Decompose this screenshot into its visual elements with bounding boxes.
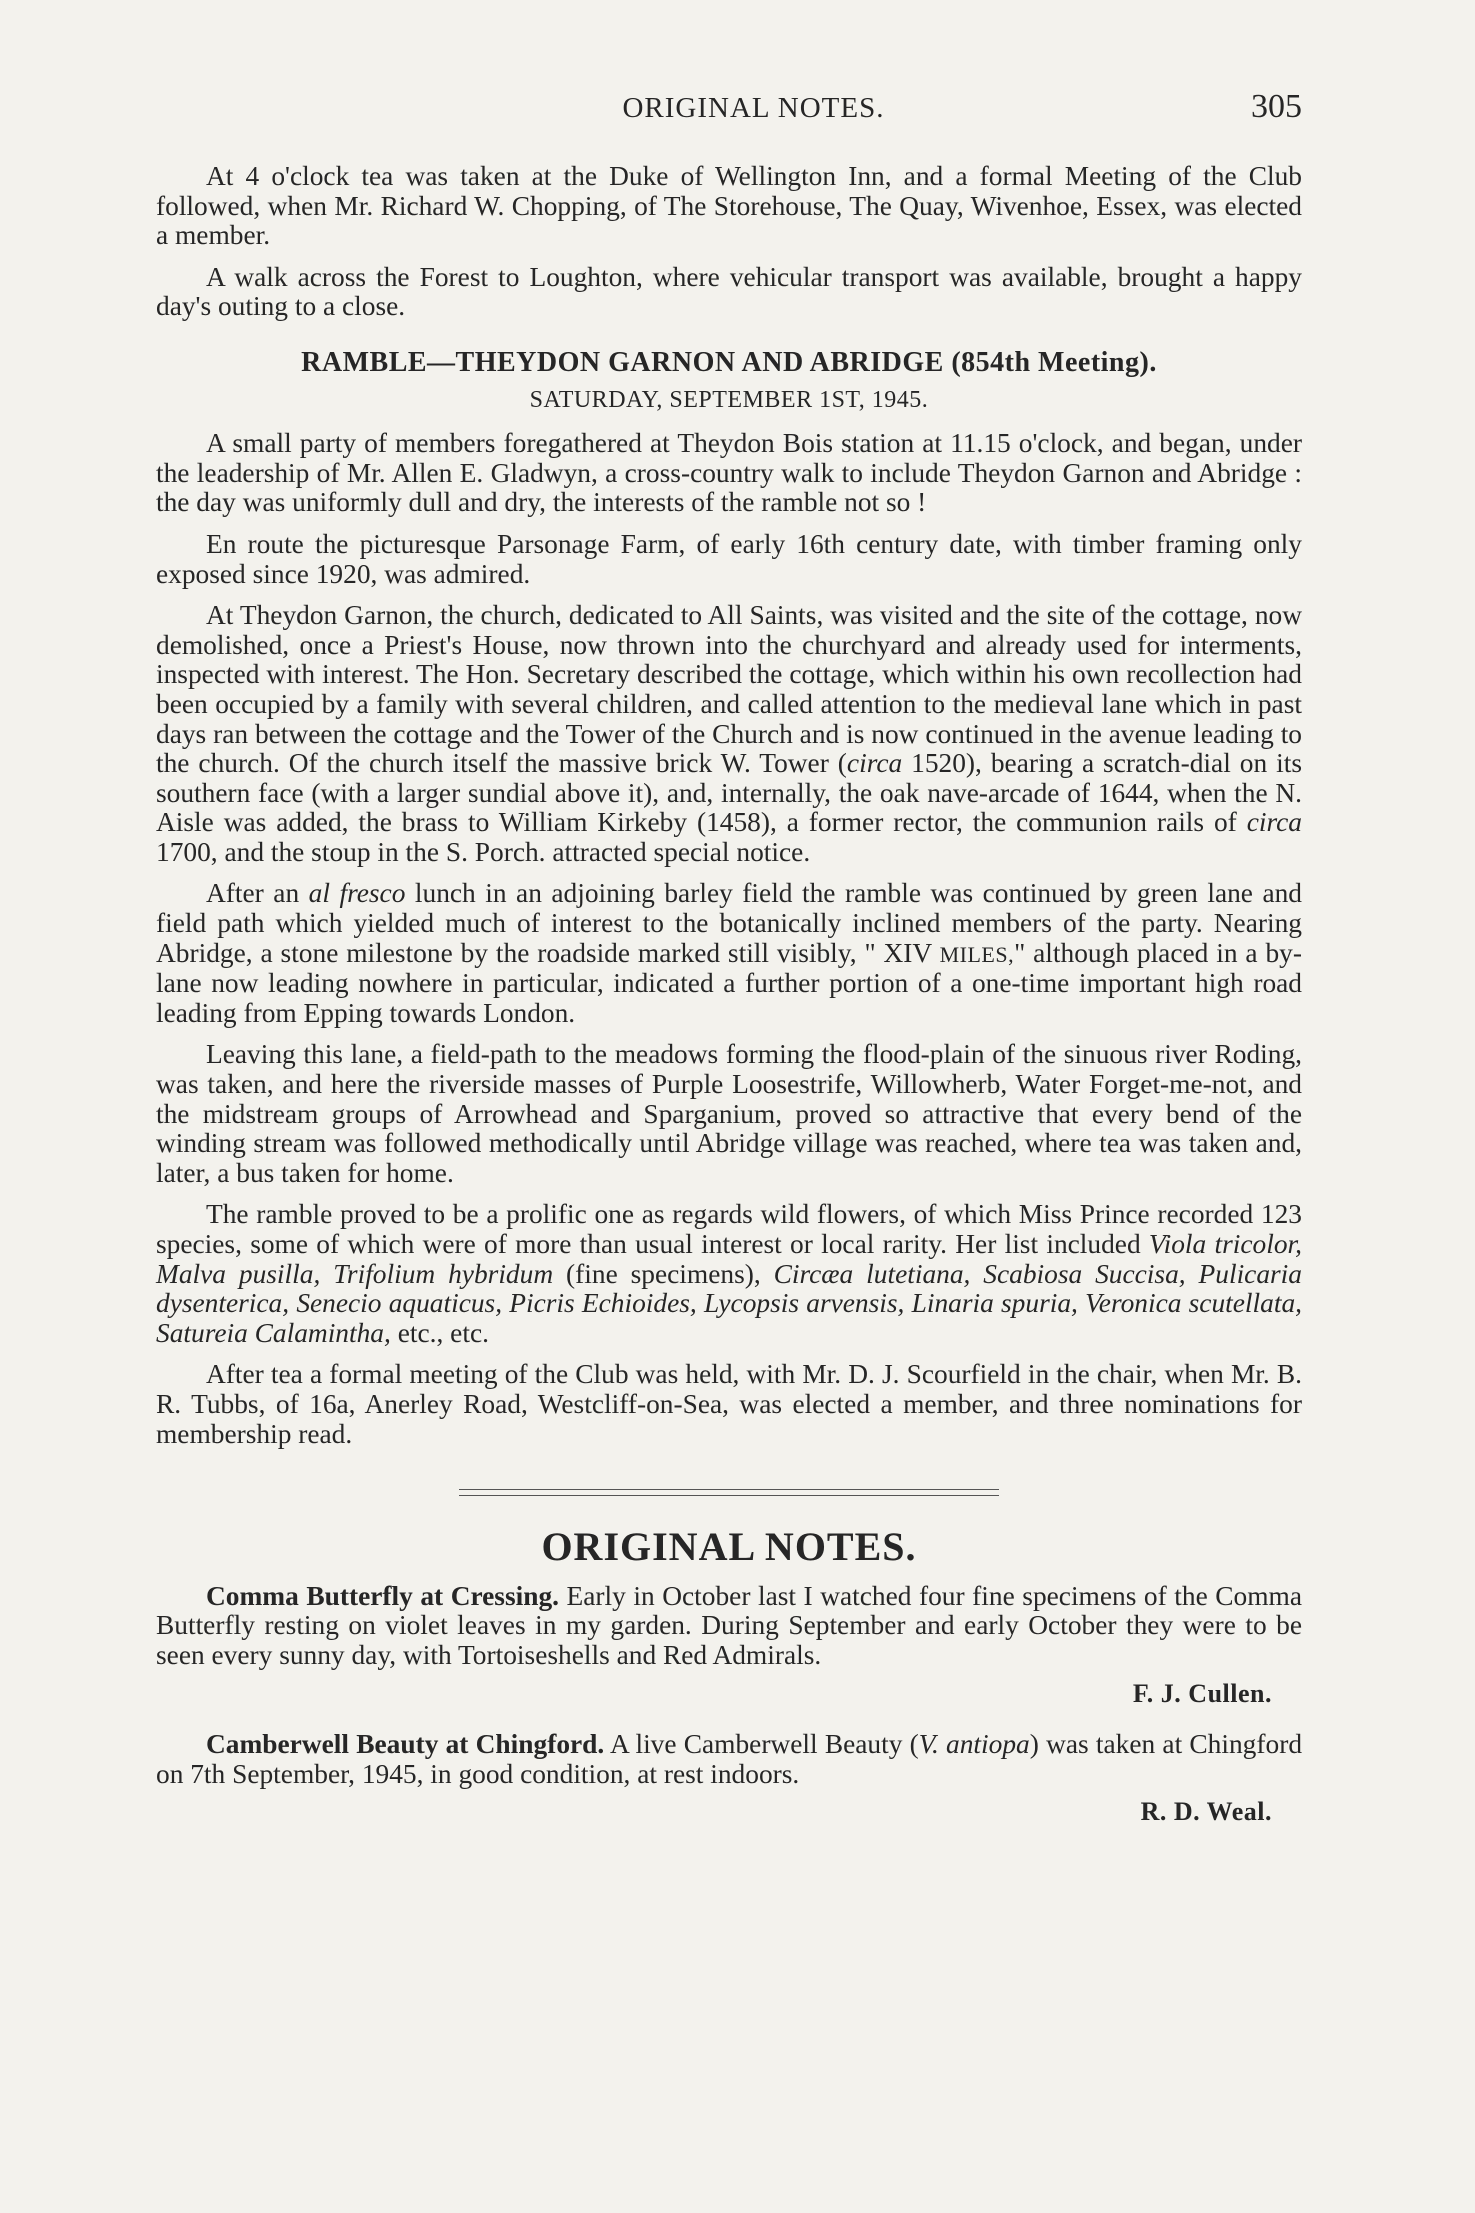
- italic-circa: circa: [846, 748, 903, 779]
- note-signature: R. D. Weal.: [1140, 1797, 1272, 1827]
- note-heading: Camberwell Beauty at Chingford.: [206, 1729, 605, 1760]
- ramble-date: SATURDAY, SEPTEMBER 1ST, 1945.: [529, 386, 929, 413]
- ramble-paragraph-6: [156, 1200, 1302, 1348]
- small-caps-miles: MILES,: [939, 941, 1015, 967]
- intro-paragraph-2: A walk across the Forest to Loughton, where vehicular transport was available, brought a happy day's outing to a close.: [156, 261, 1302, 322]
- ramble-paragraph-7: After tea a formal meeting of the Club was held, with Mr. D. J. Scourfield in the chair, when Mr. B. R. Tubbs, of 16a, Anerley Road, Westcliff-on-Sea, was elected a member, and three nominations for membership read.: [156, 1359, 1302, 1449]
- note-heading: Comma Butterfly at Cressing.: [206, 1580, 560, 1611]
- section-divider: [459, 1489, 999, 1496]
- note-camberwell-beauty: [156, 1730, 1302, 1789]
- page-header: [205, 88, 1302, 132]
- intro-paragraph-1: At 4 o'clock tea was taken at the Duke of Wellington Inn, and a formal Meeting of the Club followed, when Mr. Richard W. Chopping, of The Storehouse, The Quay, Wivenhoe, Essex, was elected a member.: [156, 161, 1302, 251]
- notes-title: ORIGINAL NOTES.: [541, 1524, 917, 1570]
- ramble-paragraph-3: [156, 601, 1302, 867]
- note-text: Early in October last I watched four fine specimens of the Comma Butterfly resting on violet leaves in my garden. During September and early October they were to be seen every sunny day, with Tortoiseshells and Red Admirals.: [156, 1580, 1302, 1670]
- text-run: etc., etc.: [390, 1317, 489, 1348]
- note-text: A live Camberwell Beauty (: [604, 1729, 919, 1760]
- ramble-paragraph-2: En route the picturesque Parsonage Farm, of early 16th century date, with timber framing only exposed since 1920, was admired.: [156, 528, 1302, 589]
- note-text: ) was taken at Chingford on 7th September, 1945, in good condition, at rest indoors.: [156, 1729, 1303, 1789]
- ramble-paragraph-4: [156, 879, 1302, 1028]
- italic-circa: circa: [1246, 807, 1302, 838]
- italic-species: V. antiopa: [918, 1729, 1030, 1760]
- text-run: After an: [206, 878, 309, 909]
- italic-al-fresco: al fresco: [308, 878, 406, 909]
- page-body: [156, 162, 1302, 1849]
- ramble-paragraph-1: A small party of members foregathered at Theydon Bois station at 11.15 o'clock, and began, under the leadership of Mr. Allen E. Gladwyn, a cross-country walk to include Theydon Garnon and Abridge : the day was uniformly dull and dry, the interests of the ramble not so !: [156, 428, 1302, 518]
- text-run: The ramble proved to be a prolific one as regards wild flowers, of which Miss Prince recorded 123 species, some of which were of more than usual interest or local rarity. Her list included: [156, 1199, 1302, 1259]
- running-head: ORIGINAL NOTES.: [622, 92, 885, 124]
- note-signature: F. J. Cullen.: [1132, 1678, 1272, 1708]
- text-run: At Theydon Garnon, the church, dedicated to All Saints, was visited and the site of the cottage, now demolished, once a Priest's House, now thrown into the churchyard and already used for interments, inspected with interest. The Hon. Secretary described the cottage, which within his own recollection had been occupied by a family with several children, and called attention to the medieval lane which in past days ran between the cottage and the Tower of the Church and is now continued in the avenue leading to the church. Of the church itself the massive brick W. Tower (: [156, 600, 1302, 779]
- text-run: " although placed in a by-lane now leading nowhere in particular, indicated a further portion of a one-time important high road leading from Epping towards London.: [156, 937, 1302, 1028]
- text-run: 1700, and the stoup in the S. Porch. attracted special notice.: [156, 836, 811, 867]
- text-run: (fine specimens),: [553, 1258, 774, 1289]
- ramble-paragraph-5: Leaving this lane, a field-path to the meadows forming the flood-plain of the sinuous river Roding, was taken, and here the riverside masses of Purple Loosestrife, Willowherb, Water Forget-me-not, and the midstream groups of Arrowhead and Sparganium, proved so attractive that every bend of the winding stream was followed methodically until Abridge village was reached, where tea was taken and, later, a bus taken for home.: [156, 1039, 1302, 1188]
- italic-species-list: Viola tricolor, Malva pusilla, Trifolium hybridum: [156, 1229, 1302, 1289]
- note-comma-butterfly: [156, 1582, 1302, 1671]
- text-run: lunch in an adjoining barley field the ramble was continued by green lane and field path which yielded much of interest to the botanically inclined members of the party. Nearing Abridge, a stone milestone by the roadside marked still visibly, " XIV: [156, 878, 1303, 968]
- italic-species-list: Circæa lutetiana, Scabiosa Succisa, Pulicaria dysenterica, Senecio aquaticus, Picris Echioides, Lycopsis arvensis, Linaria spuria, Veronica scutellata, Satureia Calamintha,: [156, 1258, 1302, 1348]
- page-number: 305: [1251, 88, 1302, 125]
- text-run: 1520), bearing a scratch-dial on its southern face (with a larger sundial above it), and, internally, the oak nave-arcade of 1644, when the N. Aisle was added, the brass to William Kirkeby (1458), a former rector, the communion rails of: [156, 748, 1303, 838]
- ramble-heading: RAMBLE—THEYDON GARNON AND ABRIDGE (854th Meeting).: [301, 346, 1157, 378]
